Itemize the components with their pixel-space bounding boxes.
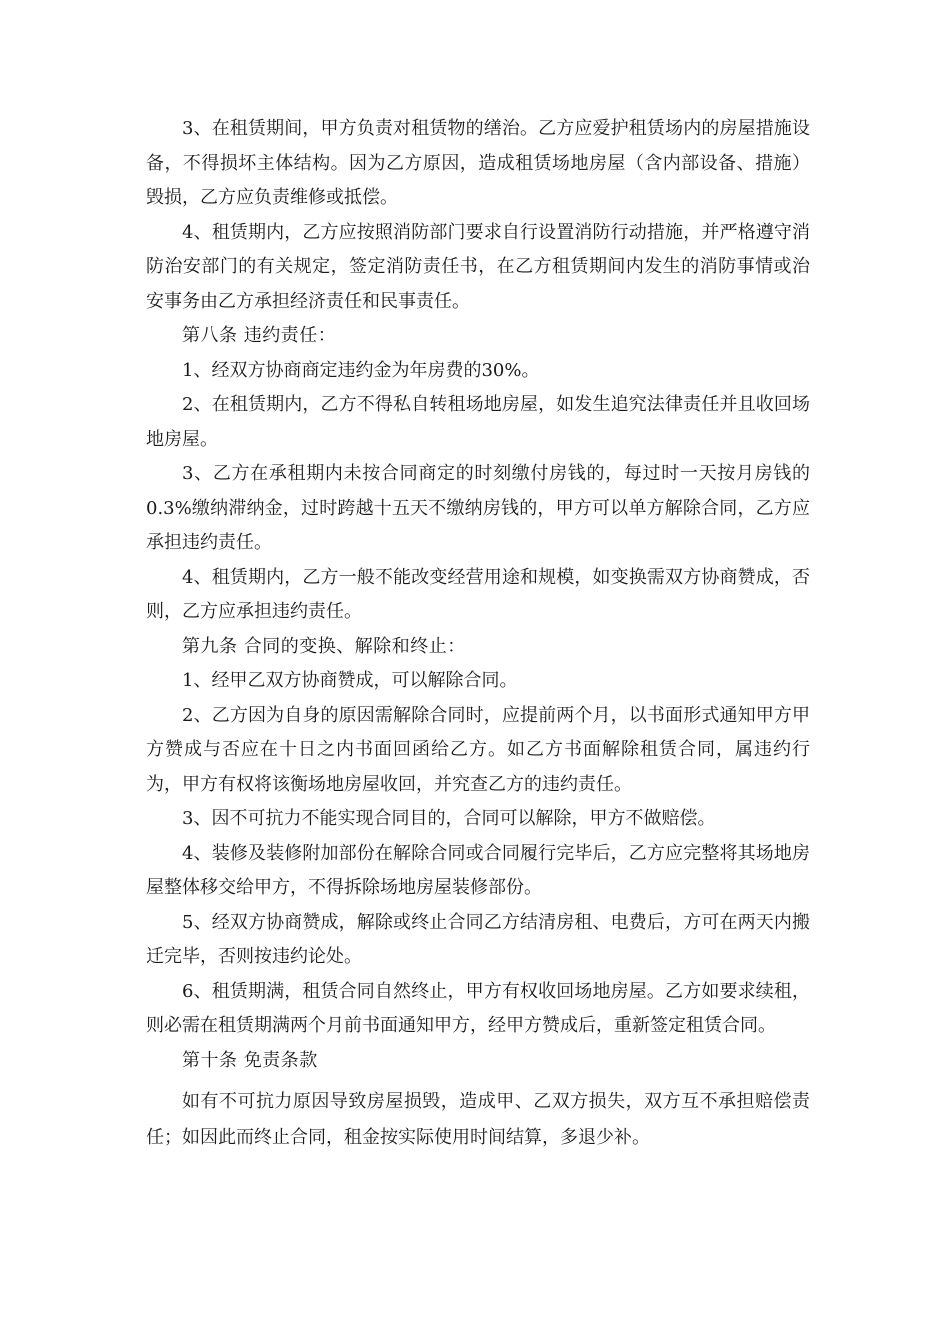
article-8-item-3: 3、乙方在承租期内未按合同商定的时刻缴付房钱的，每过时一天按月房钱的0.3%缴纳滞纳金，过时跨越十五天不缴纳房钱的，甲方可以单方解除合同，乙方应承担违约责任。 [146,463,810,553]
article-8-item-1: 1、经双方协商商定违约金为年房费的30%。 [182,359,540,381]
article-9-item-5: 5、经双方协商赞成，解除或终止合同乙方结清房租、电费后，方可在两天内搬迁完毕，否则按违约论处。 [146,911,810,967]
clause-7-item-4: 4、租赁期内，乙方应按照消防部门要求自行设置消防行动措施，并严格遵守消防治安部门的有关规定，签定消防责任书，在乙方租赁期间内发生的消防事情或治安事务由乙方承担经济责任和民事责任。 [146,221,810,312]
article-9-item-4: 4、装修及装修附加部份在解除合同或合同履行完毕后，乙方应完整将其场地房屋整体移交给甲方，不得拆除场地房屋装修部份。 [146,842,810,898]
article-9-heading: 第九条 合同的变换、解除和终止： [182,635,466,657]
article-9-item-1: 1、经甲乙双方协商赞成，可以解除合同。 [182,670,518,691]
article-9-item-3: 3、因不可抗力不能实现合同目的，合同可以解除，甲方不做赔偿。 [182,808,716,829]
article-8-heading: 第八条 违约责任： [182,325,337,346]
article-10-heading: 第十条 免责条款 [182,1049,318,1071]
clause-7-item-3: 3、在租赁期间，甲方负责对租赁物的缮治。乙方应爱护租赁场内的房屋措施设备，不得损坏主体结构。因为乙方原因，造成租赁场地房屋（含内部设备、措施）毁损，乙方应负责维修或抵偿。 [146,118,810,208]
article-8-item-4: 4、租赁期内，乙方一般不能改变经营用途和规模，如变换需双方协商赞成，否则，乙方应承担违约责任。 [146,566,810,622]
article-8-item-2: 2、在租赁期内，乙方不得私自转租场地房屋，如发生追究法律责任并且收回场地房屋。 [146,394,810,450]
document-body [146,112,810,1156]
article-9-item-2: 2、乙方因为自身的原因需解除合同时，应提前两个月，以书面形式通知甲方甲方赞成与否应在十日之内书面回函给乙方。如乙方书面解除租赁合同，属违约行为，甲方有权将该衡场地房屋收回，并究查乙方的违约责任。 [146,704,810,795]
article-9-item-6: 6、租赁期满，租赁合同自然终止，甲方有权收回场地房屋。乙方如要求续租，则必需在租赁期满两个月前书面通知甲方，经甲方赞成后，重新签定租赁合同。 [146,980,810,1036]
article-10-body: 如有不可抗力原因导致房屋损毁，造成甲、乙双方损失，双方互不承担赔偿责任；如因此而终止合同，租金按实际使用时间结算，多退少补。 [146,1091,810,1148]
